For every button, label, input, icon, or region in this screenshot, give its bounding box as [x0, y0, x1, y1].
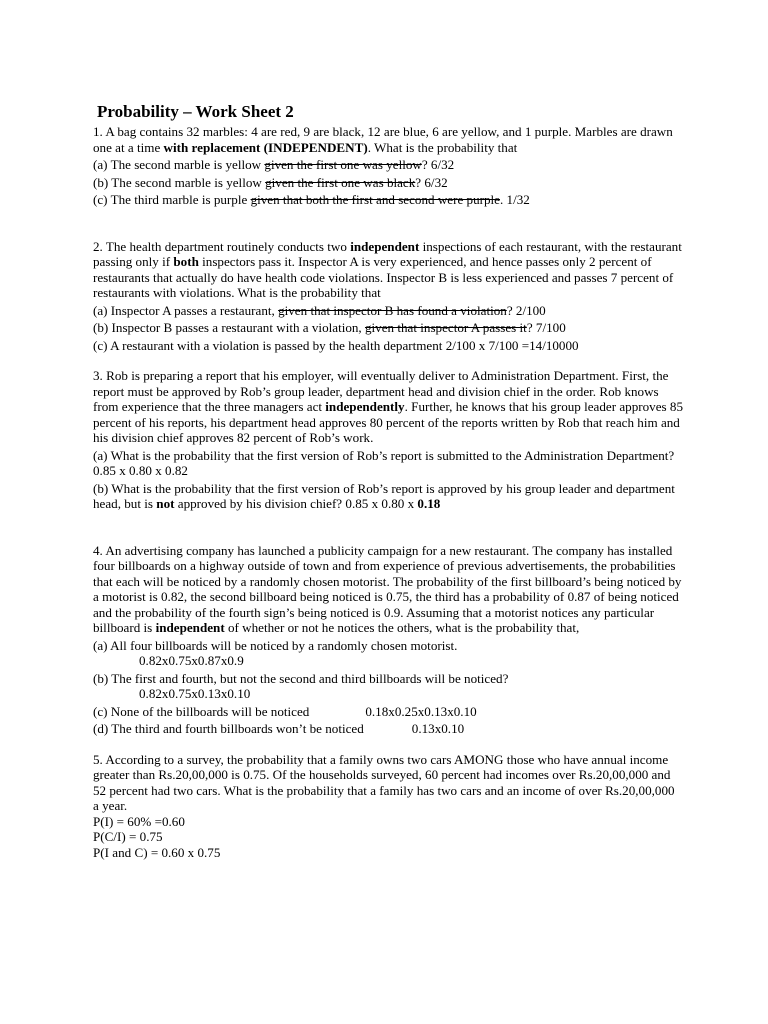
- question-4-part-b: (b) The first and fourth, but not the second and third billboards will be noticed?: [93, 670, 509, 686]
- question-5-line-3: P(I and C) = 0.60 x 0.75: [93, 844, 221, 860]
- question-2-part-b: (b) Inspector B passes a restaurant with a violation, given that inspector A passes it? 7/100: [93, 320, 566, 335]
- question-5: [93, 752, 683, 861]
- question-5-line-1: P(I) = 60% =0.60: [93, 813, 185, 829]
- question-1-part-b: (b) The second marble is yellow given the first one was black? 6/32: [93, 174, 448, 190]
- question-4: [93, 543, 683, 737]
- question-2-part-a: (a) Inspector A passes a restaurant, given that inspector B has found a violation? 2/100: [93, 302, 546, 318]
- question-4-part-c-answer: 0.18x0.25x0.13x0.10: [365, 703, 477, 719]
- worksheet-content: [93, 102, 683, 860]
- question-4-part-d-answer: 0.13x0.10: [411, 721, 465, 736]
- question-5-line-2: P(C/I) = 0.75: [93, 829, 163, 844]
- question-4-part-a: (a) All four billboards will be noticed by a randomly chosen motorist.: [93, 637, 458, 653]
- question-1-part-a: (a) The second marble is yellow given the first one was yellow? 6/32: [93, 157, 455, 172]
- question-3: [93, 368, 683, 512]
- question-3-part-b: (b) What is the probability that the first version of Rob’s report is approved by his group leader and department head, but is not approved by his division chief? 0.85 x 0.80 x 0.18: [93, 480, 675, 511]
- question-2-part-c: (c) A restaurant with a violation is passed by the health department 2/100 x 7/100 =14/10000: [93, 337, 579, 353]
- question-2-intro: 2. The health department routinely conducts two independent inspections of each restaurant, with the restaurant passing only if both inspectors pass it. Inspector A is very experienced, and hence passes only 2 percent of restaurants that actually do have health code violations. Inspector B is less experienced and passes 7 percent of restaurants with violations. What is the probability that: [93, 238, 682, 300]
- question-4-intro: 4. An advertising company has launched a publicity campaign for a new restaurant. The company has installed four billboards on a highway outside of town and from experience of previous advertisements, the probabilities that each will be noticed by a randomly chosen motorist. The probability of the first billboard’s being noticed by a motorist is 0.82, the second billboard being noticed is 0.75, the third has a probability of 0.87 of being noticed and the probability of the fourth sign’s being noticed is 0.9. Assuming that a motorist notices any particular billboard is independent of whether or not he notices the others, what is the probability that,: [93, 542, 682, 635]
- question-3-intro: 3. Rob is preparing a report that his employer, will eventually deliver to Administration Department. First, the report must be approved by Rob’s group leader, department head and division chief in the order. Rob knows from experience that the three managers act independently. Further, he knows that his group leader approves 85 percent of his reports, his department head approves 80 percent of the reports written by Rob that reach him and his division chief approves 82 percent of Rob’s work.: [93, 368, 683, 445]
- page-title: Probability – Work Sheet 2: [97, 102, 294, 121]
- question-4-part-d: (d) The third and fourth billboards won’t be noticed 0.13x0.10: [93, 721, 465, 736]
- question-1: [93, 124, 683, 208]
- question-4-part-c: (c) None of the billboards will be noticed 0.18x0.25x0.13x0.10: [93, 703, 477, 719]
- question-5-intro: 5. According to a survey, the probability that a family owns two cars AMONG those who have annual income greater than Rs.20,00,000 is 0.75. Of the households surveyed, 60 percent had incomes over Rs.20,00,000 and 52 percent had two cars. What is the probability that a family has two cars and an income of over Rs.20,00,000 a year.: [93, 751, 675, 813]
- question-2: [93, 239, 683, 354]
- question-4-part-a-answer: 0.82x0.75x0.87x0.9: [139, 653, 244, 668]
- question-3-part-a: (a) What is the probability that the first version of Rob’s report is submitted to the Administration Department? 0.85 x 0.80 x 0.82: [93, 447, 675, 478]
- question-1-intro: 1. A bag contains 32 marbles: 4 are red, 9 are black, 12 are blue, 6 are yellow, and 1 purple. Marbles are drawn one at a time with replacement (INDEPENDENT). What is the probability that: [93, 124, 673, 155]
- question-1-part-c: (c) The third marble is purple given that both the first and second were purple. 1/32: [93, 192, 530, 207]
- question-4-part-b-answer: 0.82x0.75x0.13x0.10: [139, 686, 251, 701]
